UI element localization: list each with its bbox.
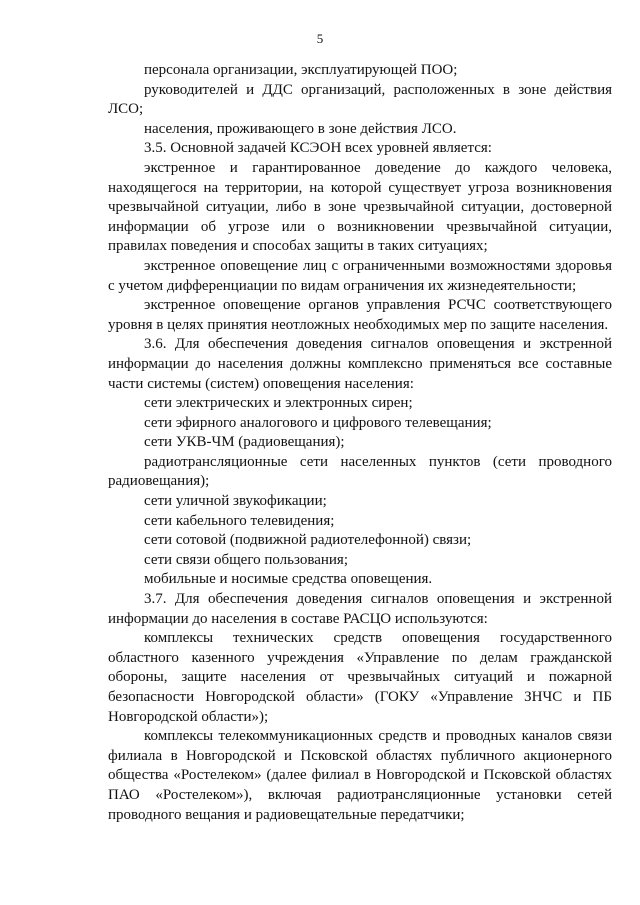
paragraph: экстренное оповещение лиц с ограниченными возможностями здоровья с учетом дифференциации по видам ограничения их жизнедеятельности; xyxy=(108,257,612,294)
paragraph: 3.5. Основной задачей КСЭОН всех уровней является: xyxy=(144,140,492,157)
paragraph: руководителей и ДДС организаций, расположенных в зоне действия ЛСО; xyxy=(108,81,612,118)
paragraph: населения, проживающего в зоне действия ЛСО. xyxy=(144,120,457,137)
paragraph: сети эфирного аналогового и цифрового телевещания; xyxy=(144,414,492,431)
paragraph: сети сотовой (подвижной радиотелефонной) связи; xyxy=(144,532,472,549)
paragraph: 3.7. Для обеспечения доведения сигналов оповещения и экстренной информации до населения в составе РАСЦО используются: xyxy=(108,591,612,627)
paragraph: комплексы технических средств оповещения государственного областного казенного учреждения «Управление по делам гражданской обороны, защите населения от чрезвычайных ситуаций и пожарной безопасности Новгородской области» (ГОКУ «Управление ЗНЧС и ПБ Новгородской области»); xyxy=(108,630,612,725)
paragraph: экстренное оповещение органов управления РСЧС соответствующего уровня в целях принятия неотложных необходимых мер по защите населения. xyxy=(108,297,612,333)
paragraph: комплексы телекоммуникационных средств и проводных каналов связи филиала в Новгородской и Псковской областях публичного акционерного общества «Ростелеком» (далее филиал в Новгородской и Псковской областях ПАО «Ростелеком»), включая радиотрансляционные установки сетей проводного вещания и радиовещательные передатчики; xyxy=(108,728,612,823)
document-body xyxy=(108,61,612,825)
paragraph: сети УКВ-ЧМ (радиовещания); xyxy=(144,434,345,451)
paragraph: радиотрансляционные сети населенных пунктов (сети проводного радиовещания); xyxy=(108,453,612,490)
page-number: 5 xyxy=(316,31,324,46)
paragraph: мобильные и носимые средства оповещения. xyxy=(144,571,433,588)
paragraph: экстренное и гарантированное доведение до каждого человека, находящегося на территории, на которой существует угроза возникновения чрезвычайной ситуации, либо в зоне чрезвычайной ситуации, достоверной информации об угрозе или о возникновении чрезвычайной ситуации, правилах поведения и способах защиты в таких ситуациях; xyxy=(108,159,612,255)
paragraph: 3.6. Для обеспечения доведения сигналов оповещения и экстренной информации до населения должны комплексно применяться все составные части системы (систем) оповещения населения: xyxy=(108,336,612,392)
paragraph: сети уличной звукофикации; xyxy=(144,493,327,510)
paragraph: персонала организации, эксплуатирующей ПОО; xyxy=(144,62,458,78)
paragraph: сети кабельного телевидения; xyxy=(144,512,335,529)
paragraph: сети связи общего пользования; xyxy=(144,551,349,568)
paragraph: сети электрических и электронных сирен; xyxy=(144,395,413,412)
